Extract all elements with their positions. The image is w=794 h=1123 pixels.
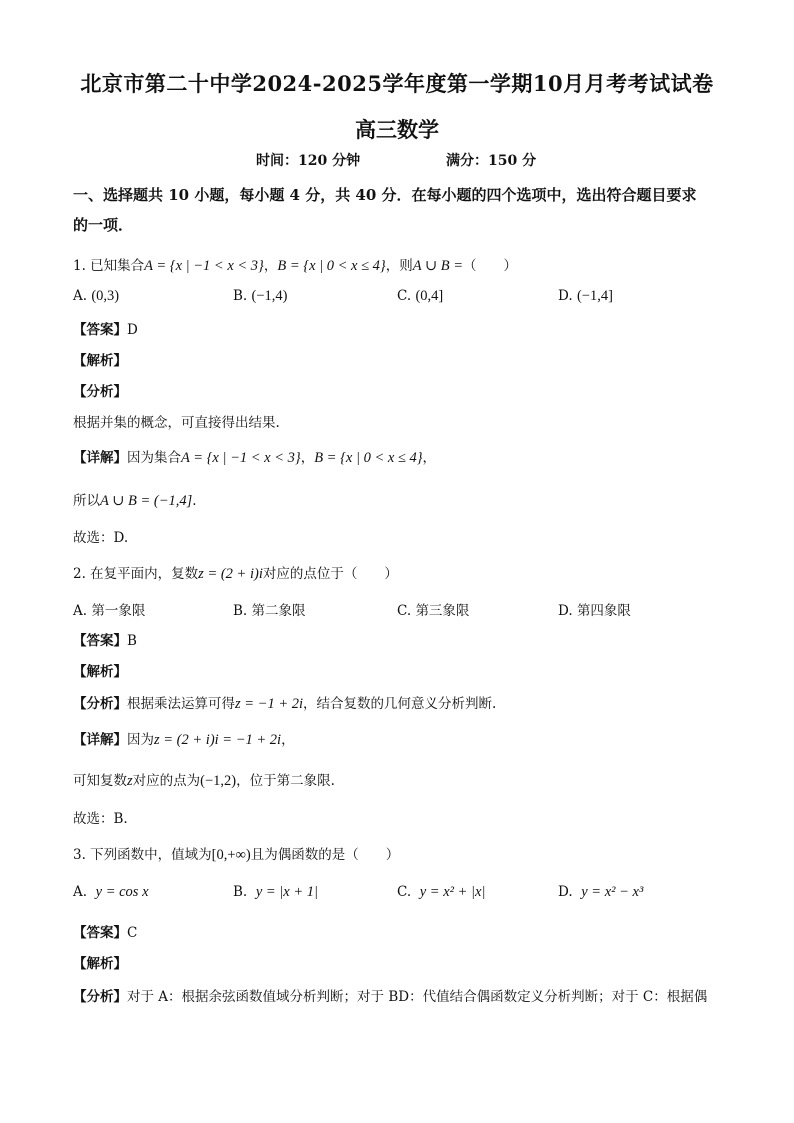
exam-subject: 高三数学 — [355, 117, 439, 142]
q2-answer: 【答案】B — [73, 633, 137, 649]
exam-score: 满分：150 分 — [446, 153, 537, 169]
q2-option-b[interactable]: B. 第二象限 — [233, 603, 306, 619]
exam-time: 时间：120 分钟 — [256, 153, 361, 169]
q1-fenxi-text: 根据并集的概念，可直接得出结果. — [73, 415, 280, 431]
q3-option-a[interactable]: A. y = cos x — [73, 884, 149, 900]
q2-choose: 故选：B. — [73, 811, 128, 827]
q1-conclusion: 所以A ∪ B = (−1,4]. — [73, 493, 197, 509]
q3-option-d[interactable]: D. y = x² − x³ — [558, 884, 644, 900]
section-heading-line1: 一、选择题共 10 小题，每小题 4 分，共 40 分．在每小题的四个选项中，选出符合题目要求 — [73, 186, 697, 204]
section-heading-line2: 的一项． — [73, 216, 134, 234]
q2-option-d[interactable]: D. 第四象限 — [558, 603, 631, 619]
q2-analysis-label: 【解析】 — [73, 664, 127, 680]
q2-option-a[interactable]: A. 第一象限 — [73, 603, 146, 619]
q2-option-c[interactable]: C. 第三象限 — [397, 603, 470, 619]
set-a: A = {x | −1 < x < 3} — [144, 258, 264, 274]
q1-answer: 【答案】D — [73, 322, 138, 338]
q1-option-a[interactable]: A. (0,3) — [73, 288, 120, 304]
q3-analysis-label: 【解析】 — [73, 956, 127, 972]
set-b: B = {x | 0 < x ≤ 4} — [277, 258, 386, 274]
q3-option-b[interactable]: B. y = |x + 1| — [233, 884, 318, 900]
q2-detail: 【详解】因为z = (2 + i)i = −1 + 2i， — [73, 732, 295, 748]
q1-option-d[interactable]: D. (−1,4] — [558, 288, 613, 304]
q1-option-b[interactable]: B. (−1,4) — [233, 288, 288, 304]
q3-option-c[interactable]: C. y = x² + |x| — [397, 884, 486, 900]
question-1-stem: 1. 已知集合A = {x | −1 < x < 3}，B = {x | 0 < x ≤ 4}，则A ∪ B =（ ） — [73, 258, 517, 274]
q3-answer: 【答案】C — [73, 925, 138, 941]
question-2-stem: 2. 在复平面内，复数z = (2 + i)i对应的点位于（ ） — [73, 566, 398, 582]
q1-choose: 故选：D. — [73, 530, 129, 546]
q2-conclusion: 可知复数z对应的点为(−1,2)，位于第二象限. — [73, 773, 335, 789]
q1-detail: 【详解】因为集合A = {x | −1 < x < 3}，B = {x | 0 < x ≤ 4}， — [73, 450, 437, 466]
q2-fenxi: 【分析】根据乘法运算可得z = −1 + 2i，结合复数的几何意义分析判断. — [73, 696, 497, 712]
question-3-stem: 3. 下列函数中，值域为[0,+∞)且为偶函数的是（ ） — [73, 847, 400, 863]
q1-option-c[interactable]: C. (0,4] — [397, 288, 444, 304]
exam-title: 北京市第二十中学2024-2025学年度第一学期10月月考考试试卷 — [80, 71, 714, 96]
q1-analysis-label: 【解析】 — [73, 353, 127, 369]
union-expr: A ∪ B = — [412, 258, 463, 274]
q3-fenxi: 【分析】对于 A：根据余弦函数值域分析判断；对于 BD：代值结合偶函数定义分析判断；对于 C：根据偶 — [73, 989, 708, 1005]
q1-fenxi-label: 【分析】 — [73, 384, 127, 400]
